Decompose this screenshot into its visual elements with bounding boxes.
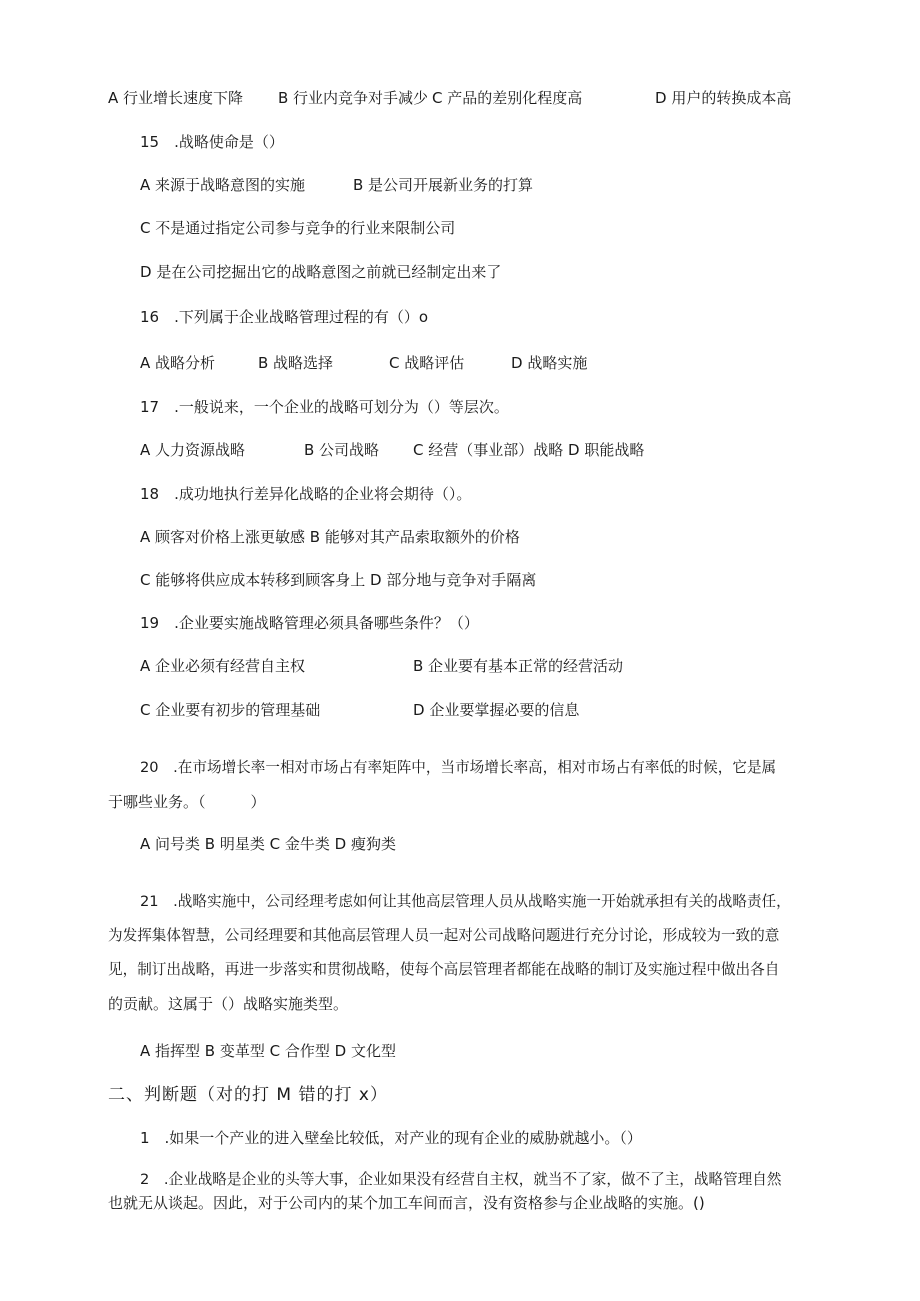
q21-stem-line-2: 为发挥集体智慧，公司经理要和其他高层管理人员一起对公司战略问题进行充分讨论，形成较为一致的意	[108, 927, 780, 944]
q18-option-ab: A 顾客对价格上涨更敏感 B 能够对其产品索取额外的价格	[140, 528, 520, 546]
q14-option-d: D 用户的转换成本高	[655, 89, 792, 107]
tf-question-1: 1 .如果一个产业的进入壁垒比较低，对产业的现有企业的威胁就越小。（）	[140, 1129, 642, 1147]
q19-stem: 19 .企业要实施战略管理必须具备哪些条件？（）	[140, 614, 479, 632]
q21-options: A 指挥型 B 变革型 C 合作型 D 文化型	[140, 1042, 396, 1060]
q21-stem-line-4: 的贡献。这属于（）战略实施类型。	[108, 995, 349, 1013]
q19-option-c: C 企业要有初步的管理基础	[140, 701, 321, 719]
q17-option-cd: C 经营（事业部）战略 D 职能战略	[413, 441, 645, 459]
q20-options: A 问号类 B 明星类 C 金牛类 D 瘦狗类	[140, 835, 396, 853]
q16-option-a: A 战略分析	[140, 354, 216, 372]
q15-stem: 15 .战略使命是（）	[140, 133, 284, 151]
q15-option-c: C 不是通过指定公司参与竞争的行业来限制公司	[140, 219, 456, 237]
q19-option-b: B 企业要有基本正常的经营活动	[413, 657, 624, 675]
q17-option-a: A 人力资源战略	[140, 441, 246, 459]
q15-option-d: D 是在公司挖掘出它的战略意图之前就已经制定出来了	[140, 263, 502, 281]
q15-option-a: A 来源于战略意图的实施	[140, 176, 306, 194]
q19-option-a: A 企业必须有经营自主权	[140, 657, 306, 675]
q20-stem-line-2: 于哪些业务。（ ）	[108, 793, 266, 811]
q20-stem-line-1: 20 .在市场增长率一相对市场占有率矩阵中，当市场增长率高，相对市场占有率低的时候，它是属	[140, 759, 777, 776]
tf-question-2-line-2: 也就无从谈起。因此，对于公司内的某个加工车间而言，没有资格参与企业战略的实施。()	[108, 1194, 705, 1212]
q21-stem-line-1: 21 .战略实施中，公司经理考虑如何让其他高层管理人员从战略实施一开始就承担有关的战略责任，	[140, 893, 791, 910]
q17-stem: 17 .一般说来，一个企业的战略可划分为（）等层次。	[140, 398, 509, 416]
q19-option-d: D 企业要掌握必要的信息	[413, 701, 580, 719]
q14-option-c: C 产品的差别化程度高	[432, 89, 583, 107]
q21-stem-line-3: 见，制订出战略，再进一步落实和贯彻战略，使每个高层管理者都能在战略的制订及实施过程中做出各自	[108, 961, 780, 978]
q16-stem: 16 .下列属于企业战略管理过程的有（）o	[140, 308, 429, 326]
q18-stem: 18 .成功地执行差异化战略的企业将会期待（）。	[140, 485, 472, 503]
q15-option-b: B 是公司开展新业务的打算	[353, 176, 534, 194]
q16-option-d: D 战略实施	[511, 354, 588, 372]
tf-question-2-line-1: 2 .企业战略是企业的头等大事，企业如果没有经营自主权，就当不了家，做不了主，战略管理自然	[140, 1171, 782, 1188]
section-2-heading: 二、判断题（对的打 M 错的打 x）	[108, 1085, 388, 1105]
q16-option-c: C 战略评估	[389, 354, 465, 372]
q14-option-a: A 行业增长速度下降	[108, 89, 244, 107]
q14-option-b: B 行业内竞争对手减少	[278, 89, 429, 107]
q18-option-cd: C 能够将供应成本转移到顾客身上 D 部分地与竞争对手隔离	[140, 571, 537, 589]
q17-option-b: B 公司战略	[304, 441, 380, 459]
q16-option-b: B 战略选择	[258, 354, 334, 372]
